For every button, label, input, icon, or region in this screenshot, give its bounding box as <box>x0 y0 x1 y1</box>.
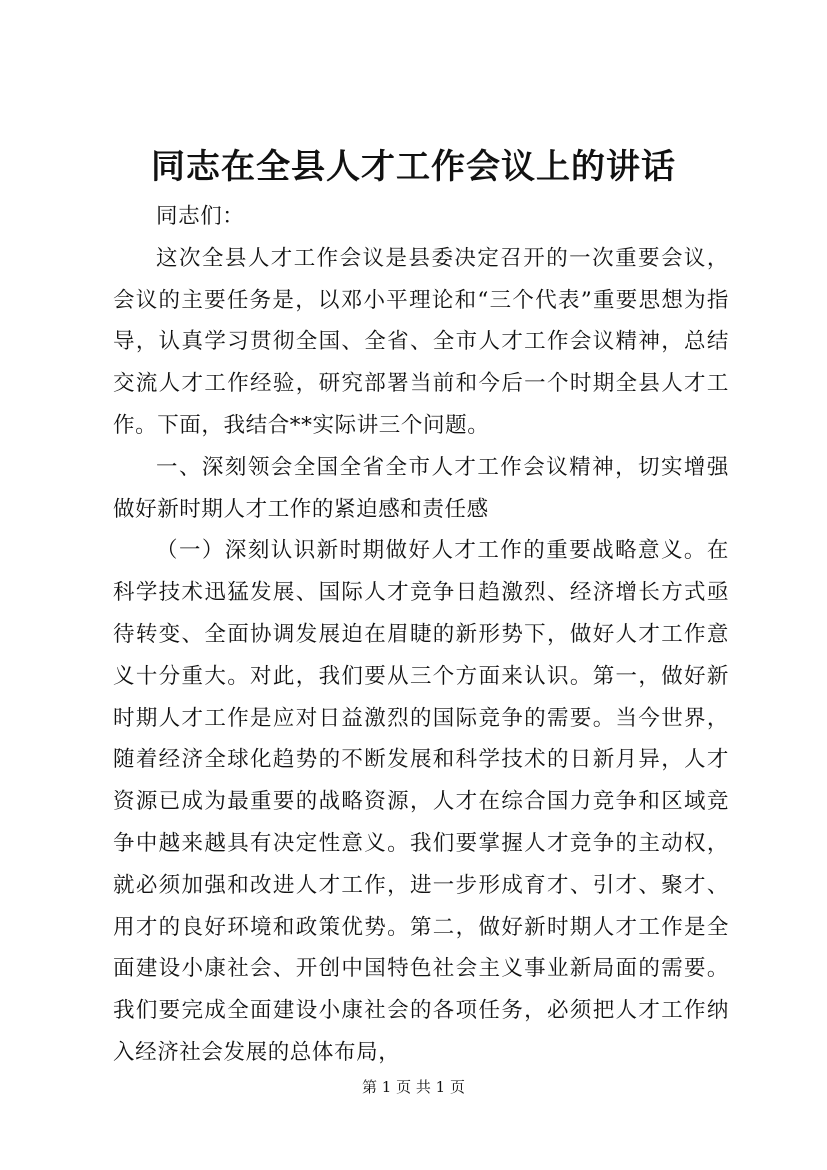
section-heading-1: 一、深刻领会全国全省全市人才工作会议精神，切实增强做好新时期人才工作的紧迫感和责任感 <box>113 454 729 522</box>
paragraph-intro: 这次全县人才工作会议是县委决定召开的一次重要会议，会议的主要任务是，以邓小平理论和“三个代表”重要思想为指导，认真学习贯彻全国、全省、全市人才工作会议精神，总结交流人才工作经验，研究部署当前和今后一个时期全县人才工作。下面，我结合**实际讲三个问题。 <box>113 245 729 438</box>
salutation: 同志们： <box>156 204 245 229</box>
document-body <box>113 196 729 1074</box>
document-title: 同志在全县人才工作会议上的讲话 <box>151 147 676 187</box>
page-number-footer: 第 1 页 共 1 页 <box>362 1078 465 1096</box>
paragraph-subsection-1: （一）深刻认识新时期做好人才工作的重要战略意义。在科学技术迅猛发展、国际人才竞争日趋激烈、经济增长方式亟待转变、全面协调发展迫在眉睫的新形势下，做好人才工作意义十分重大。对此，我们要从三个方面来认识。第一，做好新时期人才工作是应对日益激烈的国际竞争的需要。当今世界，随着经济全球化趋势的不断发展和科学技术的日新月异，人才资源已成为最重要的战略资源，人才在综合国力竞争和区域竞争中越来越具有决定性意义。我们要掌握人才竞争的主动权，就必须加强和改进人才工作，进一步形成育才、引才、聚才、用才的良好环境和政策优势。第二，做好新时期人才工作是全面建设小康社会、开创中国特色社会主义事业新局面的需要。我们要完成全面建设小康社会的各项任务，必须把人才工作纳入经济社会发展的总体布局， <box>113 538 729 1065</box>
